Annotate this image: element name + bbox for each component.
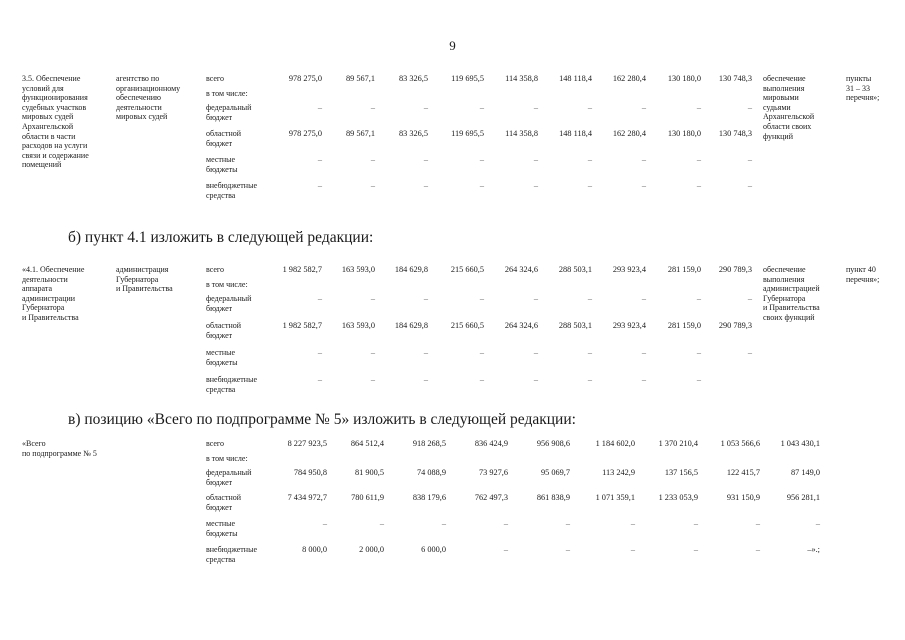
amount-cell: – <box>533 294 538 303</box>
amount-cell: 780 611,9 <box>351 493 384 502</box>
amount-cell: 83 326,5 <box>398 74 428 83</box>
amount-cell: – <box>630 519 635 528</box>
amount-cell: 1 233 053,9 <box>658 493 698 502</box>
amount-cell: 81 900,5 <box>354 468 384 477</box>
amount-cell: 1 184 602,0 <box>595 439 635 448</box>
amount-cell: 762 497,3 <box>474 493 508 502</box>
amount-cell: – <box>696 348 701 357</box>
amount-cell: 956 281,1 <box>786 493 820 502</box>
funding-source-label: областной бюджет <box>206 129 242 148</box>
amount-cell: – <box>423 294 428 303</box>
amount-cell: 83 326,5 <box>398 129 428 138</box>
funding-source-label: всего <box>206 439 225 448</box>
amount-cell: – <box>747 181 752 190</box>
amount-cell: – <box>641 294 646 303</box>
amount-cell: 215 660,5 <box>450 265 484 274</box>
amount-cell: 281 159,0 <box>667 265 701 274</box>
amount-cell: 1 982 582,7 <box>282 265 322 274</box>
amount-cell: 1 370 210,4 <box>658 439 698 448</box>
amount-cell: – <box>565 545 570 554</box>
amount-cell: – <box>317 294 322 303</box>
amount-cell: – <box>479 103 484 112</box>
amount-cell: – <box>533 103 538 112</box>
funding-source-label: федеральный бюджет <box>206 294 252 313</box>
amount-cell: 978 275,0 <box>288 74 322 83</box>
amount-cell: – <box>533 181 538 190</box>
amount-cell: 162 280,4 <box>612 74 646 83</box>
funding-source-label: всего <box>206 265 225 274</box>
item-name: «4.1. Обеспечение деятельности аппарата администрации Губернатора и Правительства <box>22 265 85 322</box>
amount-cell: – <box>370 348 375 357</box>
funding-source-label: федеральный бюджет <box>206 468 252 487</box>
item-name: «Всего по подпрограмме № 5 <box>22 439 97 458</box>
amount-cell: – <box>370 103 375 112</box>
page-number: 9 <box>449 38 456 53</box>
amount-cell: – <box>587 375 592 384</box>
funding-source-label: внебюджетные средства <box>206 181 257 200</box>
amount-cell: 6 000,0 <box>421 545 446 554</box>
amount-cell: – <box>322 519 327 528</box>
amount-cell: 931 150,9 <box>726 493 760 502</box>
amount-cell: – <box>479 181 484 190</box>
amount-cell: – <box>370 375 375 384</box>
amount-cell: 8 000,0 <box>302 545 327 554</box>
amount-cell: 1 982 582,7 <box>282 321 322 330</box>
amount-cell: 1 043 430,1 <box>780 439 820 448</box>
amount-cell: 281 159,0 <box>667 321 701 330</box>
amount-cell: 978 275,0 <box>288 129 322 138</box>
amount-cell: 137 156,5 <box>664 468 698 477</box>
expected-result: обеспечение выполнения мировыми судьями Архангельской области своих функций <box>763 74 815 141</box>
amount-cell: – <box>370 294 375 303</box>
amount-cell: 89 567,1 <box>345 74 375 83</box>
amount-cell: – <box>747 155 752 164</box>
amount-cell: – <box>630 545 635 554</box>
amount-cell: – <box>587 348 592 357</box>
funding-source-label: местные бюджеты <box>206 348 238 367</box>
list-reference: пункты 31 – 33 перечня»; <box>846 74 880 103</box>
amount-cell: – <box>641 155 646 164</box>
amount-cell: – <box>696 103 701 112</box>
amount-cell: – <box>696 181 701 190</box>
amount-cell: 114 358,8 <box>505 74 538 83</box>
amount-cell: 148 118,4 <box>559 74 592 83</box>
amount-cell: 122 415,7 <box>726 468 760 477</box>
amount-cell: – <box>317 103 322 112</box>
amount-cell: – <box>317 348 322 357</box>
amount-cell: –».; <box>807 545 820 554</box>
amount-cell: 1 071 359,1 <box>595 493 635 502</box>
amount-cell: – <box>479 155 484 164</box>
amount-cell: 293 923,4 <box>612 265 646 274</box>
amount-cell: 290 789,3 <box>718 321 752 330</box>
amount-cell: – <box>503 545 508 554</box>
amount-cell: – <box>441 519 446 528</box>
amount-cell: – <box>423 375 428 384</box>
funding-source-label: местные бюджеты <box>206 519 238 538</box>
amount-cell: – <box>641 375 646 384</box>
amount-cell: – <box>641 181 646 190</box>
amount-cell: 264 324,6 <box>504 321 538 330</box>
amount-cell: 293 923,4 <box>612 321 646 330</box>
amount-cell: – <box>587 181 592 190</box>
amount-cell: – <box>747 348 752 357</box>
amount-cell: – <box>693 545 698 554</box>
amount-cell: – <box>370 155 375 164</box>
funding-source-label: в том числе: <box>206 280 248 289</box>
amount-cell: 163 593,0 <box>341 321 375 330</box>
amount-cell: 784 950,8 <box>293 468 327 477</box>
amount-cell: 288 503,1 <box>558 265 592 274</box>
amount-cell: – <box>815 519 820 528</box>
executor: агентство по организационному обеспечению деятельности мировых судей <box>116 74 181 122</box>
amount-cell: 956 908,6 <box>536 439 570 448</box>
amount-cell: – <box>479 294 484 303</box>
amount-cell: 8 227 923,5 <box>287 439 327 448</box>
amount-cell: – <box>423 103 428 112</box>
amount-cell: 264 324,6 <box>504 265 538 274</box>
amount-cell: – <box>641 103 646 112</box>
amount-cell: 215 660,5 <box>450 321 484 330</box>
amount-cell: – <box>479 375 484 384</box>
funding-source-label: внебюджетные средства <box>206 545 257 564</box>
funding-source-label: внебюджетные средства <box>206 375 257 394</box>
amount-cell: – <box>755 545 760 554</box>
expected-result: обеспечение выполнения администрацией Губернатора и Правительства своих функций <box>763 265 820 322</box>
amount-cell: – <box>317 155 322 164</box>
amount-cell: 89 567,1 <box>345 129 375 138</box>
executor: администрация Губернатора и Правительства <box>116 265 173 294</box>
amount-cell: 1 053 566,6 <box>720 439 760 448</box>
item-name: 3.5. Обеспечение условий для функционирования судебных участков мировых судей Архангельской области в части расходов на услуги связи и содержание помещений <box>22 74 89 170</box>
amount-cell: – <box>379 519 384 528</box>
amount-cell: 73 927,6 <box>478 468 508 477</box>
amount-cell: – <box>747 103 752 112</box>
amount-cell: – <box>587 294 592 303</box>
amount-cell: – <box>696 294 701 303</box>
amount-cell: – <box>423 181 428 190</box>
amount-cell: 2 000,0 <box>359 545 384 554</box>
amount-cell: 114 358,8 <box>505 129 538 138</box>
list-reference: пункт 40 перечня»; <box>846 265 880 284</box>
amount-cell: 130 180,0 <box>667 129 701 138</box>
amount-cell: 87 149,0 <box>790 468 820 477</box>
amount-cell: – <box>317 181 322 190</box>
amount-cell: – <box>693 519 698 528</box>
amount-cell: – <box>317 375 322 384</box>
amount-cell: 163 593,0 <box>341 265 375 274</box>
funding-source-label: федеральный бюджет <box>206 103 252 122</box>
amount-cell: 288 503,1 <box>558 321 592 330</box>
amount-cell: – <box>587 103 592 112</box>
amount-cell: – <box>755 519 760 528</box>
amount-cell: – <box>533 155 538 164</box>
funding-source-label: в том числе: <box>206 89 248 98</box>
amount-cell: 119 695,5 <box>451 74 484 83</box>
amount-cell: – <box>533 375 538 384</box>
amount-cell: 130 748,3 <box>718 129 752 138</box>
amount-cell: – <box>370 181 375 190</box>
amount-cell: 184 629,8 <box>394 321 428 330</box>
amount-cell: 838 179,6 <box>412 493 446 502</box>
amount-cell: 162 280,4 <box>612 129 646 138</box>
heading-b: б) пункт 4.1 изложить в следующей редакции: <box>68 229 374 246</box>
amount-cell: 130 180,0 <box>667 74 701 83</box>
amount-cell: 119 695,5 <box>451 129 484 138</box>
amount-cell: 864 512,4 <box>350 439 384 448</box>
amount-cell: 148 118,4 <box>559 129 592 138</box>
amount-cell: 184 629,8 <box>394 265 428 274</box>
amount-cell: – <box>587 155 592 164</box>
amount-cell: 836 424,9 <box>474 439 508 448</box>
amount-cell: 74 088,9 <box>416 468 446 477</box>
amount-cell: – <box>747 294 752 303</box>
amount-cell: – <box>423 155 428 164</box>
funding-source-label: областной бюджет <box>206 321 242 340</box>
amount-cell: – <box>533 348 538 357</box>
amount-cell: 918 268,5 <box>412 439 446 448</box>
amount-cell: 7 434 972,7 <box>287 493 327 502</box>
amount-cell: 290 789,3 <box>718 265 752 274</box>
amount-cell: – <box>696 375 701 384</box>
amount-cell: – <box>423 348 428 357</box>
amount-cell: – <box>565 519 570 528</box>
funding-source-label: в том числе: <box>206 454 248 463</box>
amount-cell: 113 242,9 <box>602 468 635 477</box>
amount-cell: 95 069,7 <box>540 468 570 477</box>
funding-source-label: местные бюджеты <box>206 155 238 174</box>
amount-cell: – <box>641 348 646 357</box>
amount-cell: – <box>696 155 701 164</box>
amount-cell: – <box>479 348 484 357</box>
amount-cell: – <box>503 519 508 528</box>
heading-v: в) позицию «Всего по подпрограмме № 5» изложить в следующей редакции: <box>68 411 576 428</box>
amount-cell: 861 838,9 <box>536 493 570 502</box>
funding-source-label: всего <box>206 74 225 83</box>
amount-cell: 130 748,3 <box>718 74 752 83</box>
funding-source-label: областной бюджет <box>206 493 242 512</box>
